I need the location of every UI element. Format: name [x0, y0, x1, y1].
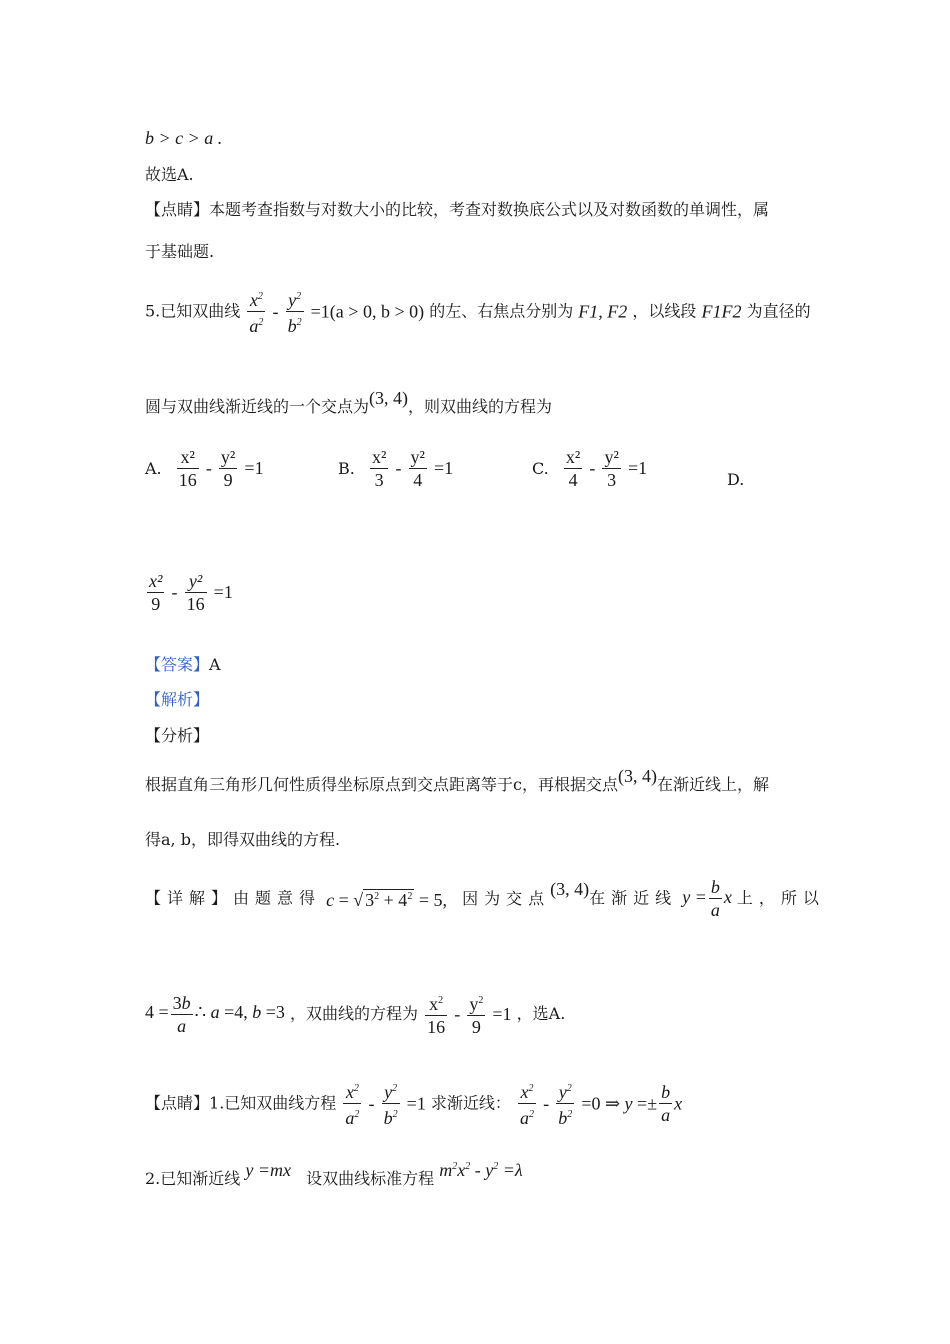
option-a[interactable]: A. $\frac{\text{x²}}{16}$ - $\frac{\text{y²}}{9}$ =1: [145, 447, 264, 490]
hyperbola-frac-y: $\frac{y^2}{b^2}$: [286, 286, 304, 337]
option-c[interactable]: C. $\frac{\text{x²}}{4}$ - $\frac{\text{y²}}{3}$ =1: [532, 447, 648, 490]
option-d-label[interactable]: D.: [727, 470, 745, 489]
asymptote-eq: y = $\frac{b}{a}$ x: [682, 877, 732, 920]
fenxi-line1: 根据直角三角形几何性质得坐标原点到交点距离等于c，再根据交点(3, 4)在渐近线上，解: [145, 766, 769, 794]
comment-2-line2: 2.已知渐近线 y =mx 设双曲线标准方程 $m^2x^2 - y^2 =\lambda$: [145, 1160, 523, 1188]
hyperbola-condition: =1(a > 0, b > 0): [310, 301, 425, 322]
comment-1-line1: 【点睛】本题考查指数与对数大小的比较，考查对数换底公式以及对数函数的单调性，属: [145, 200, 770, 219]
segment: F1F2: [701, 301, 742, 322]
comment-1-line2: 于基础题.: [145, 242, 215, 261]
fenxi-line2: 得a, b，即得双曲线的方程.: [145, 830, 341, 849]
answer: 【答案】A: [145, 655, 221, 674]
order-result: b > c > a .: [145, 128, 223, 148]
detail-line1: 【详解】由题意得 c = √ $3^2 + 4^2 = 5$, 因为交点(3, 4)在渐近线 y = $\frac{b}{a}$ x 上，所以: [145, 877, 825, 920]
option-b[interactable]: B. $\frac{\text{x²}}{3}$ - $\frac{\text{y²}}{4}$ =1: [338, 447, 454, 490]
analysis-tag: 【解析】: [145, 690, 210, 709]
chose-a: 故选A.: [145, 165, 194, 184]
comment-2-line1: 【点睛】1.已知双曲线方程 $\frac{x^2}{a^2}$ - $\frac{y^2}{b^2}$ =1 求渐近线： $\frac{x^2}{a^2}$ - $\frac{y^2}{b^2}$ =0 ⇒ y =± $\frac{b}{a}$ x: [145, 1078, 682, 1129]
detail-line2: 4 = $\frac{3b}{a}$ ∴ a =4, b =3 ，双曲线的方程为 $\frac{x^2}{16}$ - $\frac{y^2}{9}$ =1 ，选A.: [145, 990, 565, 1038]
question-5-line2: 圆与双曲线渐近线的一个交点为(3, 4)，则双曲线的方程为: [145, 388, 553, 416]
fenxi-tag: 【分析】: [145, 726, 210, 745]
question-5-line1: 5.已知双曲线 $\frac{x^2}{a^2}$ - $\frac{y^2}{b^2}$ =1(a > 0, b > 0) 的左、右焦点分别为 F1, F2 ，以线段 F1F2 为直径的: [145, 286, 811, 337]
c-equation: c = √ $3^2 + 4^2 = 5$,: [326, 890, 447, 910]
option-d[interactable]: $\frac{\text{x²}}{9}$ - $\frac{\text{y²}}{16}$ =1: [149, 571, 233, 614]
hyperbola-frac-x: $\frac{x^2}{a^2}$: [247, 286, 265, 337]
intersection-point: (3, 4): [369, 388, 409, 408]
foci: F1, F2: [578, 301, 628, 322]
